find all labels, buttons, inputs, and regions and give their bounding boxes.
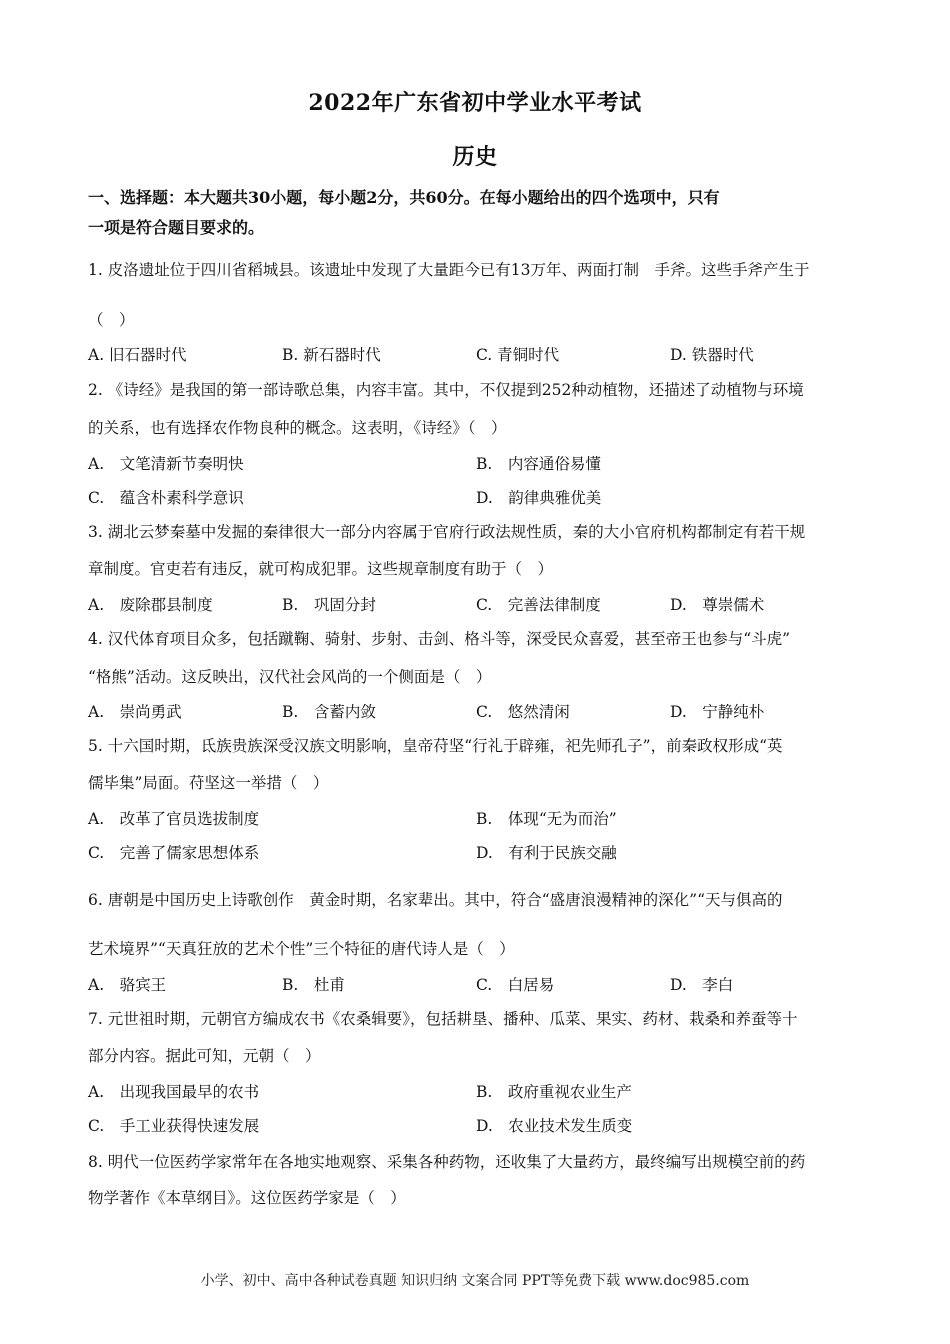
- page-footer: 小学、初中、高中各种试卷真题 知识归纳 文案合同 PPT等免费下载 www.doc985.com: [200, 1273, 750, 1289]
- question-1-option-d: D. 铁器时代: [670, 346, 754, 364]
- question-2-stem-line-2: 的关系，也有选择农作物良种的概念。这表明，《诗经》（ ）: [88, 419, 507, 437]
- question-5-stem-line-2: 儒毕集”局面。苻坚这一举措（ ）: [88, 774, 329, 792]
- question-3-stem-line-2: 章制度。官吏若有违反，就可构成犯罪。这些规章制度有助于（ ）: [88, 560, 554, 578]
- question-1-option-c: C. 青铜时代: [476, 346, 560, 364]
- question-2-option-b: B. 内容通俗易懂: [476, 455, 601, 473]
- section-header-line-2: 一项是符合题目要求的。: [88, 218, 265, 237]
- question-6-option-c: C. 白居易: [476, 976, 555, 994]
- question-3-option-c: C. 完善法律制度: [476, 596, 601, 614]
- question-2-option-a: A. 文笔清新节奏明快: [88, 455, 244, 473]
- question-4-option-c: C. 悠然清闲: [476, 703, 570, 721]
- question-1-option-b: B. 新石器时代: [282, 346, 381, 364]
- question-6-option-d: D. 李白: [670, 976, 734, 994]
- question-5-option-b: B. 体现“无为而治”: [476, 810, 617, 828]
- question-4-option-b: B. 含蓄内敛: [282, 703, 376, 721]
- question-3-option-b: B. 巩固分封: [282, 596, 376, 614]
- question-3-option-d: D. 尊崇儒术: [670, 596, 765, 614]
- question-6-stem-line-1: 6. 唐朝是中国历史上诗歌创作 黄金时期，名家辈出。其中，符合“盛唐浪漫精神的深化”“天与俱高的: [88, 891, 783, 909]
- question-5-option-c: C. 完善了儒家思想体系: [88, 844, 260, 862]
- question-3-option-a: A. 废除郡县制度: [88, 596, 213, 614]
- question-7-option-d: D. 农业技术发生质变: [476, 1117, 633, 1135]
- question-6-stem-line-2: 艺术境界”“天真狂放的艺术个性”三个特征的唐代诗人是（ ）: [88, 940, 515, 958]
- question-5-option-d: D. 有利于民族交融: [476, 844, 617, 862]
- question-2-option-d: D. 韵律典雅优美: [476, 489, 602, 507]
- question-5-stem-line-1: 5. 十六国时期，氐族贵族深受汉族文明影响，皇帝苻坚“行礼于辟雍，祀先师孔子”，前秦政权形成“英: [88, 737, 783, 755]
- question-4-stem-line-1: 4. 汉代体育项目众多，包括蹴鞠、骑射、步射、击剑、格斗等，深受民众喜爱，甚至帝王也参与“斗虎”: [88, 630, 791, 648]
- question-4-option-d: D. 宁静纯朴: [670, 703, 765, 721]
- question-7-option-a: A. 出现我国最早的农书: [88, 1083, 260, 1101]
- question-3-stem-line-1: 3. 湖北云梦秦墓中发掘的秦律很大一部分内容属于官府行政法规性质，秦的大小官府机构都制定有若干规: [88, 523, 806, 541]
- question-7-option-b: B. 政府重视农业生产: [476, 1083, 632, 1101]
- question-8-stem-line-1: 8. 明代一位医药学家常年在各地实地观察、采集各种药物，还收集了大量药方，最终编写出规模空前的药: [88, 1153, 806, 1171]
- question-2-option-c: C. 蕴含朴素科学意识: [88, 489, 244, 507]
- question-5-option-a: A. 改革了官员选拔制度: [88, 810, 260, 828]
- question-7-stem-line-1: 7. 元世祖时期，元朝官方编成农书《农桑辑要》，包括耕垦、播种、瓜菜、果实、药材、栽桑和养蚕等十: [88, 1010, 798, 1028]
- question-6-option-a: A. 骆宾王: [88, 976, 167, 994]
- exam-title: 2022年广东省初中学业水平考试: [308, 90, 642, 116]
- question-1-option-a: A. 旧石器时代: [88, 346, 187, 364]
- question-7-stem-line-2: 部分内容。据此可知，元朝（ ）: [88, 1047, 321, 1065]
- question-8-stem-line-2: 物学著作《本草纲目》。这位医药学家是（ ）: [88, 1189, 406, 1207]
- question-4-stem-line-2: “格熊”活动。这反映出，汉代社会风尚的一个侧面是（ ）: [88, 668, 492, 686]
- subject-title: 历史: [452, 144, 498, 170]
- question-1-stem-line-2: （ ）: [88, 311, 135, 329]
- question-4-option-a: A. 崇尚勇武: [88, 703, 182, 721]
- question-2-stem-line-1: 2. 《诗经》是我国的第一部诗歌总集，内容丰富。其中，不仅提到252种动植物，还描述了动植物与环境: [88, 381, 804, 399]
- question-7-option-c: C. 手工业获得快速发展: [88, 1117, 260, 1135]
- section-header-line-1: 一、选择题：本大题共30小题，每小题2分，共60分。在每小题给出的四个选项中，只有: [88, 188, 720, 207]
- question-6-option-b: B. 杜甫: [282, 976, 345, 994]
- question-1-stem-line-1: 1. 皮洛遗址位于四川省稻城县。该遗址中发现了大量距今已有13万年、两面打制 手斧。这些手斧产生于: [88, 261, 810, 279]
